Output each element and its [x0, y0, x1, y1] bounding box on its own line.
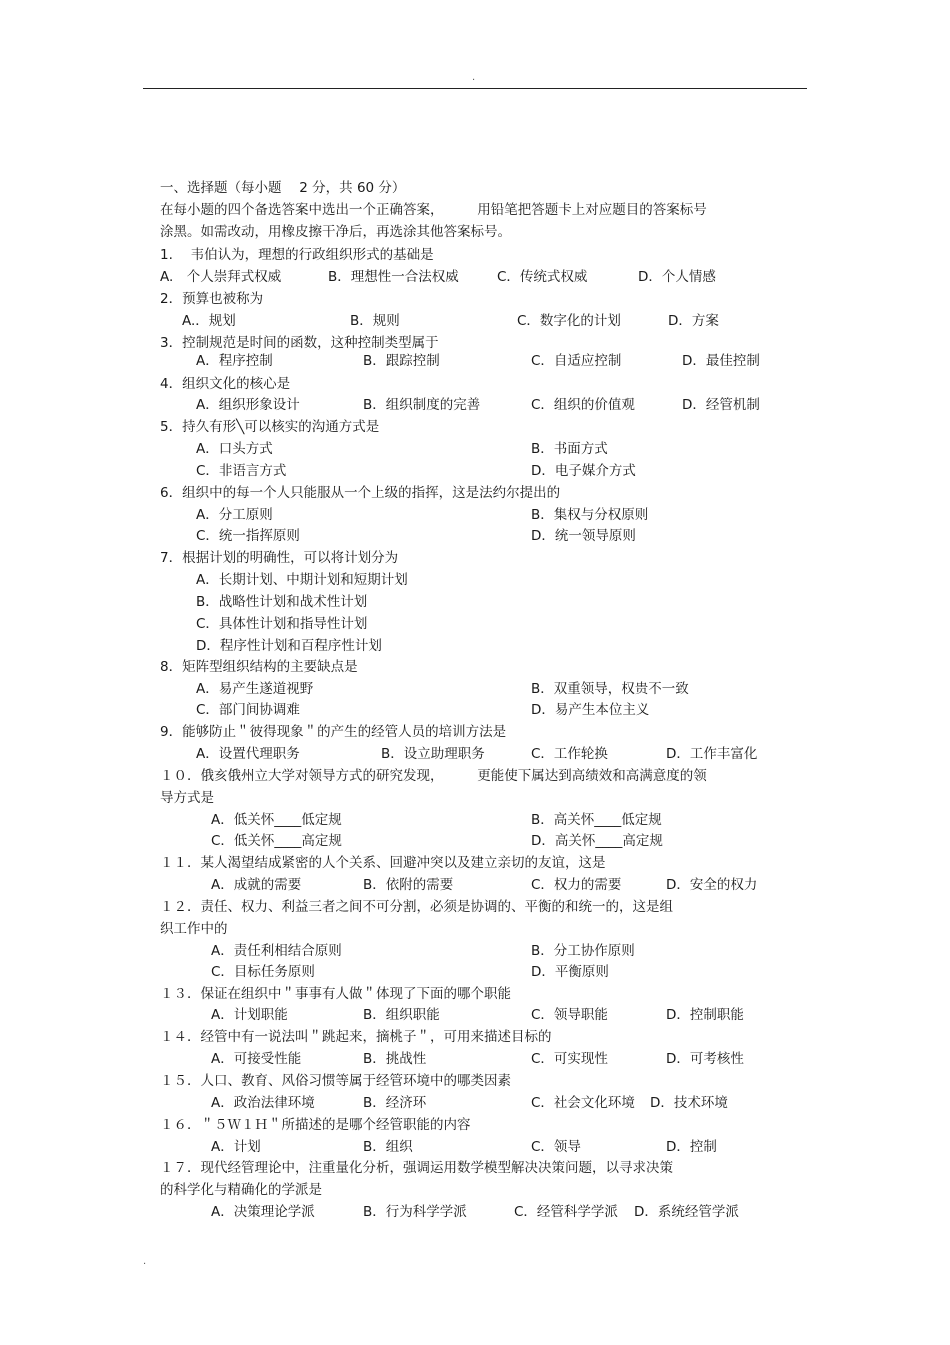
question-4-option-d: D．经管机制: [682, 397, 760, 413]
question-3-option-d: D．最佳控制: [682, 353, 760, 369]
question-10-stem: 导方式是: [160, 790, 214, 806]
question-13-option-c: C．领导职能: [531, 1007, 608, 1023]
question-14-option-d: D．可考核性: [666, 1051, 744, 1067]
question-1-option-d: D．个人情感: [638, 269, 716, 285]
question-15-stem: １５．人口、教育、风俗习惯等属于经管环境中的哪类因素: [160, 1073, 511, 1089]
question-9-stem: 9．能够防止＂彼得现象＂的产生的经管人员的培训方法是: [160, 724, 507, 740]
question-11-option-a: A．成就的需要: [211, 877, 302, 893]
question-10-option-a: A．低关怀____低定规: [211, 812, 342, 828]
question-7-stem: 7．根据计划的明确性，可以将计划分为: [160, 550, 399, 566]
question-4-option-a: A．组织形象设计: [196, 397, 300, 413]
question-13-option-d: D．控制职能: [666, 1007, 744, 1023]
question-5-option-c: C．非语言方式: [196, 463, 287, 479]
question-6-stem: 6．组织中的每一个人只能服从一个上级的指挥，这是法约尔提出的: [160, 485, 561, 501]
question-15-option-c: C．社会文化环境: [531, 1095, 635, 1111]
question-4-stem: 4．组织文化的核心是: [160, 376, 291, 392]
question-2-option-a: A.．规划: [182, 313, 236, 329]
question-13-stem: １３．保证在组织中＂事事有人做＂体现了下面的哪个职能: [160, 986, 511, 1002]
question-16-option-c: C．领导: [531, 1139, 581, 1155]
question-16-option-b: B．组织: [363, 1139, 413, 1155]
question-14-option-a: A．可接受性能: [211, 1051, 302, 1067]
question-17-option-b: B．行为科学学派: [363, 1204, 467, 1220]
question-11-stem: １１．某人渴望结成紧密的人个关系、回避冲突以及建立亲切的友谊，这是: [160, 855, 606, 871]
question-7-option-b: B．战略性计划和战术性计划: [196, 594, 368, 610]
question-15-option-a: A．政治法律环境: [211, 1095, 315, 1111]
question-5-stem: 5．持久有形╲可以核实的沟通方式是: [160, 419, 380, 435]
question-8-option-c: C．部门间协调难: [196, 702, 300, 718]
question-13-option-b: B．组织职能: [363, 1007, 440, 1023]
question-2-option-d: D．方案: [668, 313, 719, 329]
question-10-option-b: B．高关怀____低定规: [531, 812, 662, 828]
question-8-option-d: D．易产生本位主义: [531, 702, 650, 718]
question-12-option-d: D．平衡原则: [531, 964, 609, 980]
question-12-option-a: A．责任利相结合原则: [211, 943, 342, 959]
question-2-option-b: B．规则: [350, 313, 400, 329]
question-3-option-a: A．程序控制: [196, 353, 273, 369]
question-6-option-d: D．统一领导原则: [531, 528, 636, 544]
question-8-option-b: B．双重领导，权贵不一致: [531, 681, 689, 697]
question-9-option-c: C．工作轮换: [531, 746, 608, 762]
question-2-option-c: C．数字化的计划: [517, 313, 621, 329]
question-8-stem: 8．矩阵型组织结构的主要缺点是: [160, 659, 358, 675]
question-3-option-b: B．跟踪控制: [363, 353, 440, 369]
question-3-stem: 3．控制规范是时间的函数，这种控制类型属于: [160, 335, 439, 351]
question-6-option-b: B．集权与分权原则: [531, 507, 649, 523]
question-13-option-a: A．计划职能: [211, 1007, 288, 1023]
question-5-option-b: B．书面方式: [531, 441, 608, 457]
question-17-stem: １７．现代经管理论中，注重量化分析，强调运用数学模型解决决策问题，以寻求决策: [160, 1160, 673, 1176]
question-11-option-b: B．依附的需要: [363, 877, 454, 893]
question-1-option-b: B．理想性一合法权威: [328, 269, 459, 285]
question-2-stem: 2．预算也被称为: [160, 291, 264, 307]
question-10-option-c: C．低关怀____高定规: [211, 833, 342, 849]
question-14-stem: １４．经管中有一说法叫＂跳起来，摘桃子＂，可用来描述目标的: [160, 1029, 552, 1045]
question-10-option-d: D．高关怀____高定规: [531, 833, 663, 849]
question-17-option-c: C．经管科学学派: [514, 1204, 618, 1220]
question-11-option-d: D．安全的权力: [666, 877, 758, 893]
question-17-stem: 的科学化与精确化的学派是: [160, 1182, 322, 1198]
question-17-option-d: D．系统经管学派: [634, 1204, 739, 1220]
question-6-option-a: A．分工原则: [196, 507, 273, 523]
question-12-stem: １２．责任、权力、利益三者之间不可分割，必须是协调的、平衡的和统一的，这是组: [160, 899, 673, 915]
question-1-stem: 1. 韦伯认为，理想的行政组织形式的基础是: [160, 247, 434, 263]
section-title: 一、选择题（每小题 2 分，共 60 分）: [160, 180, 406, 196]
question-16-option-d: D．控制: [666, 1139, 717, 1155]
question-10-stem: １０．俄亥俄州立大学对领导方式的研究发现， 更能使下属达到高绩效和高满意度的领: [160, 768, 707, 784]
question-1-option-c: C．传统式权威: [497, 269, 588, 285]
header-rule: [143, 88, 807, 89]
footer-dot: .: [143, 1256, 147, 1267]
question-12-option-c: C．目标任务原则: [211, 964, 315, 980]
question-1-option-a: A. 个人崇拜式权威: [160, 269, 282, 285]
question-9-option-d: D．工作丰富化: [666, 746, 758, 762]
question-16-option-a: A．计划: [211, 1139, 261, 1155]
question-12-stem: 织工作中的: [160, 921, 228, 937]
question-15-option-d: D．技术环境: [650, 1095, 728, 1111]
question-14-option-b: B．挑战性: [363, 1051, 427, 1067]
question-8-option-a: A．易产生遂道视野: [196, 681, 314, 697]
instruction-line-1: 在每小题的四个备选答案中选出一个正确答案， 用铅笔把答题卡上对应题目的答案标号: [160, 202, 707, 218]
question-4-option-b: B．组织制度的完善: [363, 397, 481, 413]
question-7-option-d: D．程序性计划和百程序性计划: [196, 638, 382, 654]
question-5-option-a: A．口头方式: [196, 441, 273, 457]
question-14-option-c: C．可实现性: [531, 1051, 608, 1067]
question-9-option-b: B．设立助理职务: [381, 746, 485, 762]
question-4-option-c: C．组织的价值观: [531, 397, 635, 413]
question-7-option-a: A．长期计划、中期计划和短期计划: [196, 572, 408, 588]
question-5-option-d: D．电子媒介方式: [531, 463, 636, 479]
question-3-option-c: C．自适应控制: [531, 353, 622, 369]
header-dot: .: [472, 72, 476, 83]
question-9-option-a: A．设置代理职务: [196, 746, 300, 762]
question-11-option-c: C．权力的需要: [531, 877, 622, 893]
question-6-option-c: C．统一指挥原则: [196, 528, 300, 544]
question-15-option-b: B．经济环: [363, 1095, 427, 1111]
instruction-line-2: 涂黑。如需改动，用橡皮擦干净后，再选涂其他答案标号。: [160, 224, 511, 240]
question-7-option-c: C．具体性计划和指导性计划: [196, 616, 368, 632]
question-16-stem: １６．＂５Ｗ１Ｈ＂所描述的是哪个经管职能的内容: [160, 1117, 471, 1133]
question-12-option-b: B．分工协作原则: [531, 943, 635, 959]
question-17-option-a: A．决策理论学派: [211, 1204, 315, 1220]
